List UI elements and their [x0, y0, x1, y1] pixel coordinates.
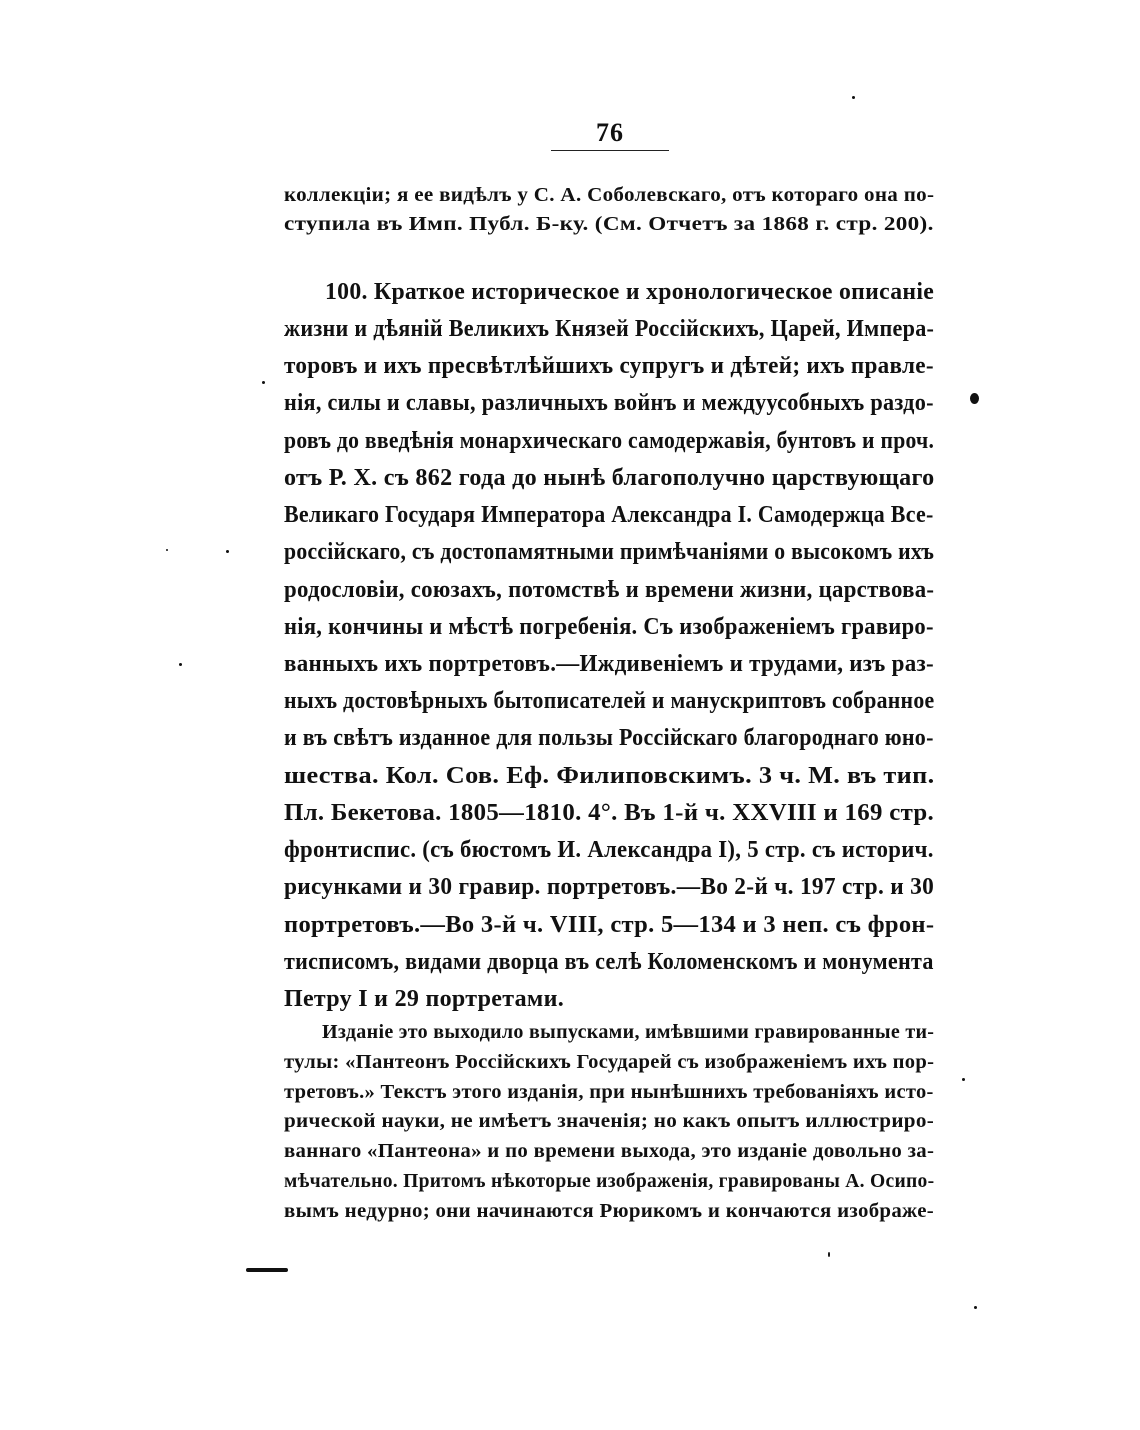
entry-line: портретовъ.—Во 3-й ч. VIII, стр. 5—134 и 3 неп. съ фрон- — [284, 912, 935, 938]
entry-line: Великаго Государя Императора Александра I. Самодержца Все- — [284, 502, 934, 528]
note-line: Изданіе это выходило выпусками, имѣвшими гравированные ти- — [322, 1021, 935, 1043]
scan-speck — [262, 381, 265, 384]
scan-dash — [246, 1268, 288, 1272]
page-number: 76 — [596, 118, 624, 147]
entry-line: отъ Р. Х. съ 862 года до нынѣ благополучно царствующаго — [284, 465, 935, 491]
entry-line: Петру I и 29 портретами. — [284, 986, 565, 1012]
entry-line: рисунками и 30 гравир. портретовъ.—Во 2-й ч. 197 стр. и 30 — [284, 874, 935, 900]
entry-line: торовъ и ихъ пресвѣтлѣйшихъ супругъ и дѣтей; ихъ правле- — [284, 353, 934, 379]
entry-line: ныхъ достовѣрныхъ бытописателей и манускриптовъ собранное — [284, 688, 935, 714]
note-line: вымъ недурно; они начинаются Рюрикомъ и кончаются изображе- — [284, 1200, 935, 1222]
note-line: мѣчательно. Притомъ нѣкоторые изображенія, гравированы А. Осипо- — [284, 1170, 935, 1192]
entry-line: жизни и дѣяній Великихъ Князей Россійскихъ, Царей, Импера- — [284, 316, 935, 342]
note-line: ваннаго «Пантеона» и по времени выхода, это изданіе довольно за- — [284, 1140, 935, 1162]
scan-speck — [970, 393, 979, 404]
footnote-line: коллекціи; я ее видѣлъ у С. А. Соболевскаго, отъ котораго она по- — [284, 184, 935, 206]
scan-speck — [974, 1306, 977, 1309]
entry-line: нія, кончины и мѣстѣ погребенія. Съ изображеніемъ гравиро- — [284, 614, 934, 640]
entry-line: шества. Кол. Сов. Еф. Филиповскимъ. 3 ч. М. въ тип. — [284, 763, 935, 789]
page-number-rule — [551, 150, 669, 151]
scan-speck — [828, 1252, 830, 1257]
scan-speck — [962, 1078, 965, 1081]
entry-line: фронтиспис. (съ бюстомъ И. Александра I), 5 стр. съ историч. — [284, 837, 934, 863]
footnote-line: ступила въ Имп. Публ. Б-ку. (См. Отчетъ за 1868 г. стр. 200). — [284, 213, 934, 235]
note-line: рической науки, не имѣетъ значенія; но какъ опытъ иллюстриро- — [284, 1110, 935, 1132]
entry-line: тисписомъ, видами дворца въ селѣ Коломенскомъ и монумента — [284, 949, 934, 975]
entry-line: россійскаго, съ достопамятными примѣчаніями о высокомъ ихъ — [284, 539, 935, 565]
entry-line: родословіи, союзахъ, потомствѣ и времени жизни, царствова- — [284, 577, 935, 603]
entry-line: нія, силы и славы, различныхъ войнъ и междуусобныхъ раздо- — [284, 390, 934, 416]
scan-speck — [226, 550, 229, 553]
scan-speck — [166, 549, 168, 551]
scan-speck — [852, 96, 855, 99]
entry-line: 100. Краткое историческое и хронологическое описаніе — [325, 279, 935, 305]
entry-line: ровъ до введѣнія монархическаго самодержавія, бунтовъ и проч. — [284, 428, 935, 454]
entry-line: и въ свѣтъ изданное для пользы Россійскаго благороднаго юно- — [284, 725, 934, 751]
scan-speck — [179, 663, 182, 666]
note-line: тулы: «Пантеонъ Россійскихъ Государей съ изображеніемъ ихъ пор- — [284, 1051, 935, 1073]
note-line: третовъ.» Текстъ этого изданія, при нынѣшнихъ требованіяхъ исто- — [284, 1081, 934, 1103]
entry-line: Пл. Бекетова. 1805—1810. 4°. Въ 1-й ч. XXVIII и 169 стр. — [284, 800, 935, 826]
entry-line: ванныхъ ихъ портретовъ.—Иждивеніемъ и трудами, изъ раз- — [284, 651, 934, 677]
